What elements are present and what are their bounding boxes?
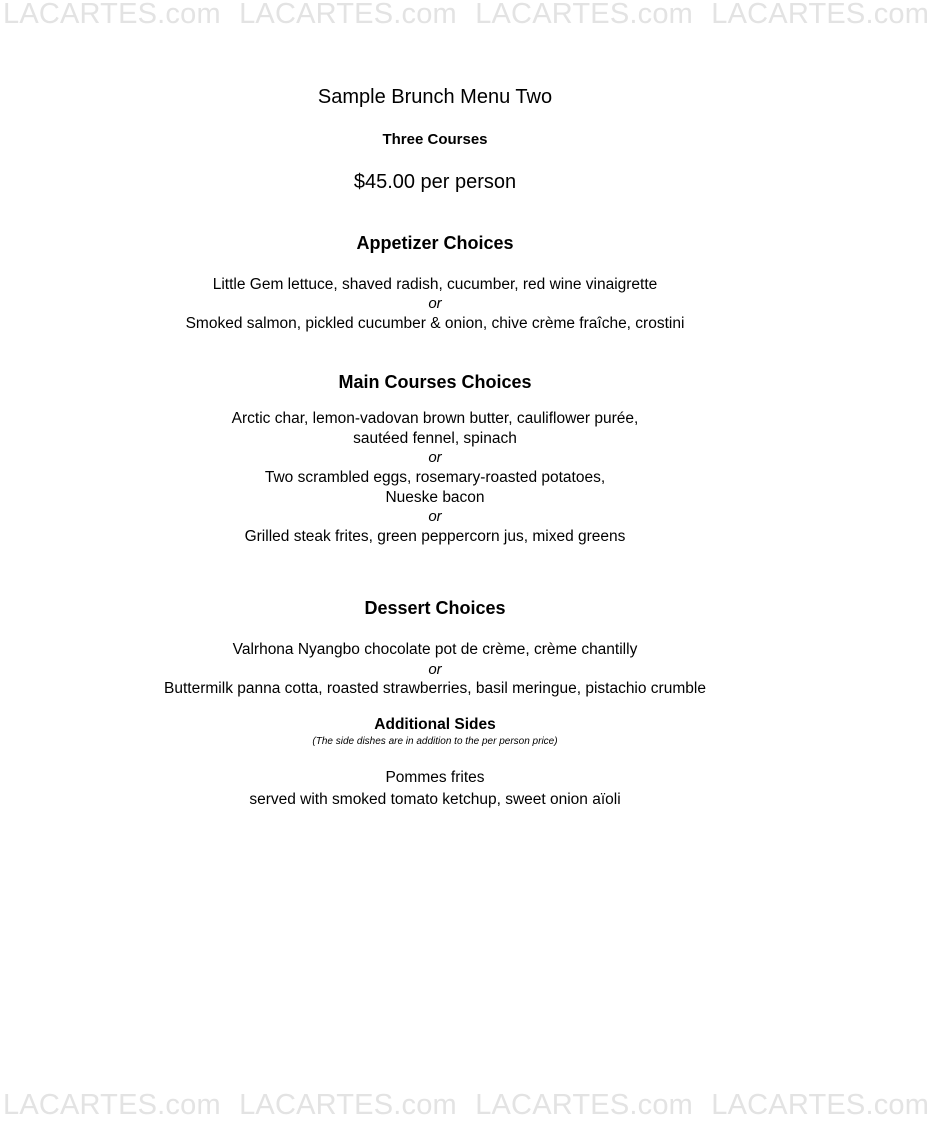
main-item-line: Arctic char, lemon-vadovan brown butter, cauliflower purée, <box>231 410 639 427</box>
watermark-text: LACARTES.com <box>3 0 221 30</box>
appetizer-item: Little Gem lettuce, shaved radish, cucumber, red wine vinaigrette <box>212 276 658 293</box>
menu-price: $45.00 per person <box>353 171 517 193</box>
sides-item-line: served with smoked tomato ketchup, sweet onion aïoli <box>249 791 621 808</box>
main-item-line: Nueske bacon <box>385 489 485 506</box>
watermark-text: LACARTES.com <box>239 1089 457 1121</box>
watermark-text: LACARTES.com <box>239 0 457 30</box>
watermark-bottom <box>3 1089 930 1129</box>
watermark-top <box>3 0 930 38</box>
watermark-text: LACARTES.com <box>711 1089 930 1121</box>
dessert-item: Buttermilk panna cotta, roasted strawberries, basil meringue, pistachio crumble <box>164 680 706 697</box>
appetizer-separator: or <box>428 295 442 312</box>
main-separator: or <box>428 449 442 466</box>
main-heading: Main Courses Choices <box>338 372 532 392</box>
main-separator: or <box>428 508 442 525</box>
menu-subtitle: Three Courses <box>382 131 488 148</box>
watermark-text: LACARTES.com <box>475 1089 694 1121</box>
dessert-item: Valrhona Nyangbo chocolate pot de crème, crème chantilly <box>232 641 638 658</box>
main-item-line: Two scrambled eggs, rosemary-roasted potatoes, <box>264 469 606 486</box>
watermark-text: LACARTES.com <box>711 0 930 30</box>
appetizer-item: Smoked salmon, pickled cucumber & onion, chive crème fraîche, crostini <box>185 315 685 332</box>
menu-title: Sample Brunch Menu Two <box>317 86 553 108</box>
dessert-separator: or <box>428 661 442 678</box>
sides-heading: Additional Sides <box>374 716 496 733</box>
watermark-text: LACARTES.com <box>475 0 694 30</box>
appetizer-heading: Appetizer Choices <box>356 233 514 253</box>
sides-note: (The side dishes are in addition to the per person price) <box>312 736 558 747</box>
main-item-line: sautéed fennel, spinach <box>353 430 517 447</box>
sides-item-line: Pommes frites <box>385 769 485 786</box>
dessert-heading: Dessert Choices <box>364 598 506 618</box>
main-item: Grilled steak frites, green peppercorn jus, mixed greens <box>244 528 626 545</box>
watermark-text: LACARTES.com <box>3 1089 221 1121</box>
